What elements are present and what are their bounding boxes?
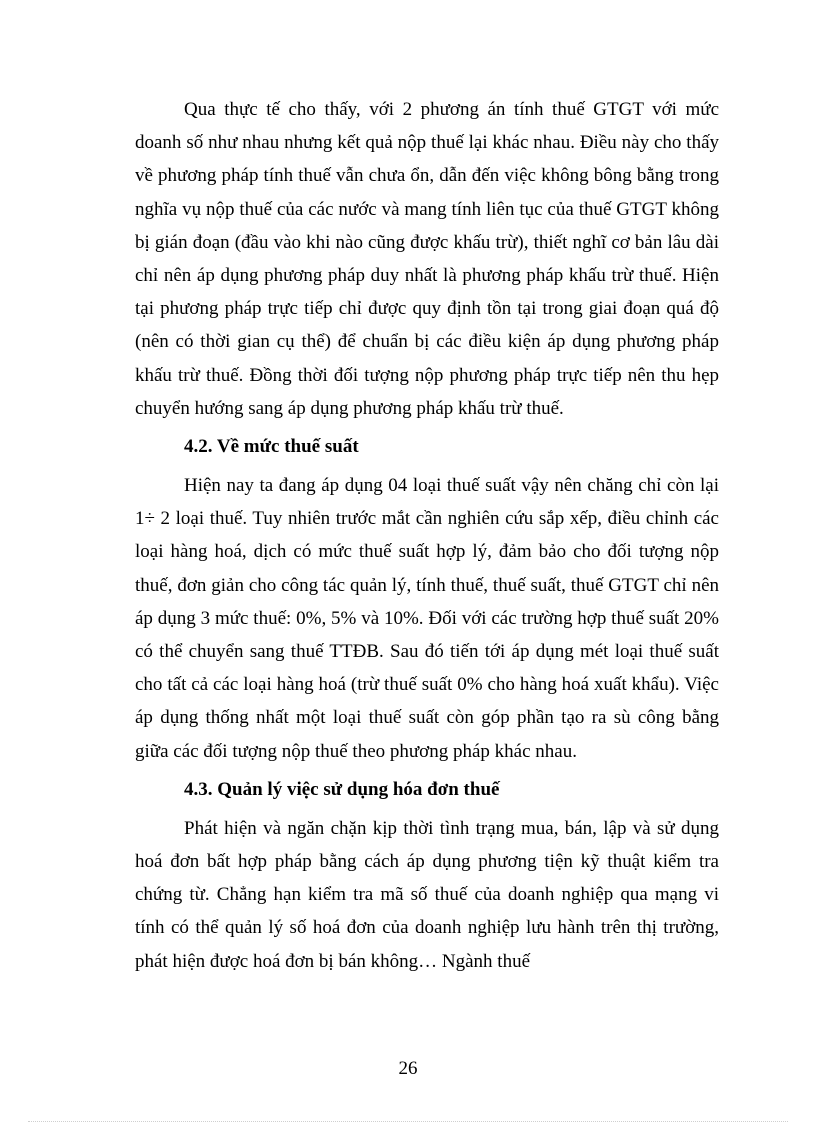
section-heading-4-3: 4.3. Quản lý việc sử dụng hóa đơn thuế <box>184 778 500 800</box>
paragraph-tax-rates: Hiện nay ta đang áp dụng 04 loại thuế suất vậy nên chăng chỉ còn lại 1÷ 2 loại thuế. Tuy nhiên trước mắt cần nghiên cứu sắp xếp, điều chỉnh các loại hàng hoá, dịch có mức thuế suất hợp lý, đảm bảo cho đối tượng nộp thuế, đơn giản cho công tác quản lý, tính thuế, thuế suất, thuế GTGT chỉ nên áp dụng 3 mức thuế: 0%, 5% và 10%. Đối với các trường hợp thuế suất 20% có thể chuyển sang thuế TTĐB. Sau đó tiến tới áp dụng mét loại thuế suất cho tất cả các loại hàng hoá (trừ thuế suất 0% cho hàng hoá xuất khẩu). Việc áp dụng thống nhất một loại thuế suất còn góp phần tạo ra sù công bằng giữa các đối tượng nộp thuế theo phương pháp khác nhau. <box>135 475 719 762</box>
paragraph-invoice-management: Phát hiện và ngăn chặn kịp thời tình trạng mua, bán, lập và sử dụng hoá đơn bất hợp pháp bằng cách áp dụng phương tiện kỹ thuật kiểm tra chứng từ. Chẳng hạn kiểm tra mã số thuế của doanh nghiệp qua mạng vi tính có thể quản lý số hoá đơn của doanh nghiệp lưu hành trên thị trường, phát hiện được hoá đơn bị bán không… Ngành thuế <box>135 817 719 972</box>
page-body <box>135 93 719 978</box>
page-number: 26 <box>398 1058 418 1079</box>
section-heading-4-2: 4.2. Về mức thuế suất <box>184 436 359 458</box>
paragraph-tax-method: Qua thực tế cho thấy, với 2 phương án tính thuế GTGT với mức doanh số như nhau nhưng kết quả nộp thuế lại khác nhau. Điều này cho thấy về phương pháp tính thuế vẫn chưa ổn, dẫn đến việc không bông bằng trong nghĩa vụ nộp thuế của các nước và mang tính liên tục của thuế GTGT không bị gián đoạn (đầu vào khi nào cũng được khấu trừ), thiết nghĩ cơ bản lâu dài chỉ nên áp dụng phương pháp duy nhất là phương pháp khấu trừ thuế. Hiện tại phương pháp trực tiếp chỉ được quy định tồn tại trong giai đoạn quá độ (nên có thời gian cụ thể) để chuẩn bị các điều kiện áp dụng phương pháp khấu trừ thuế. Đồng thời đối tượng nộp phương pháp trực tiếp nên thu hẹp chuyển hướng sang áp dụng phương pháp khấu trừ thuế. <box>135 99 719 419</box>
page-bottom-divider <box>28 1121 788 1122</box>
